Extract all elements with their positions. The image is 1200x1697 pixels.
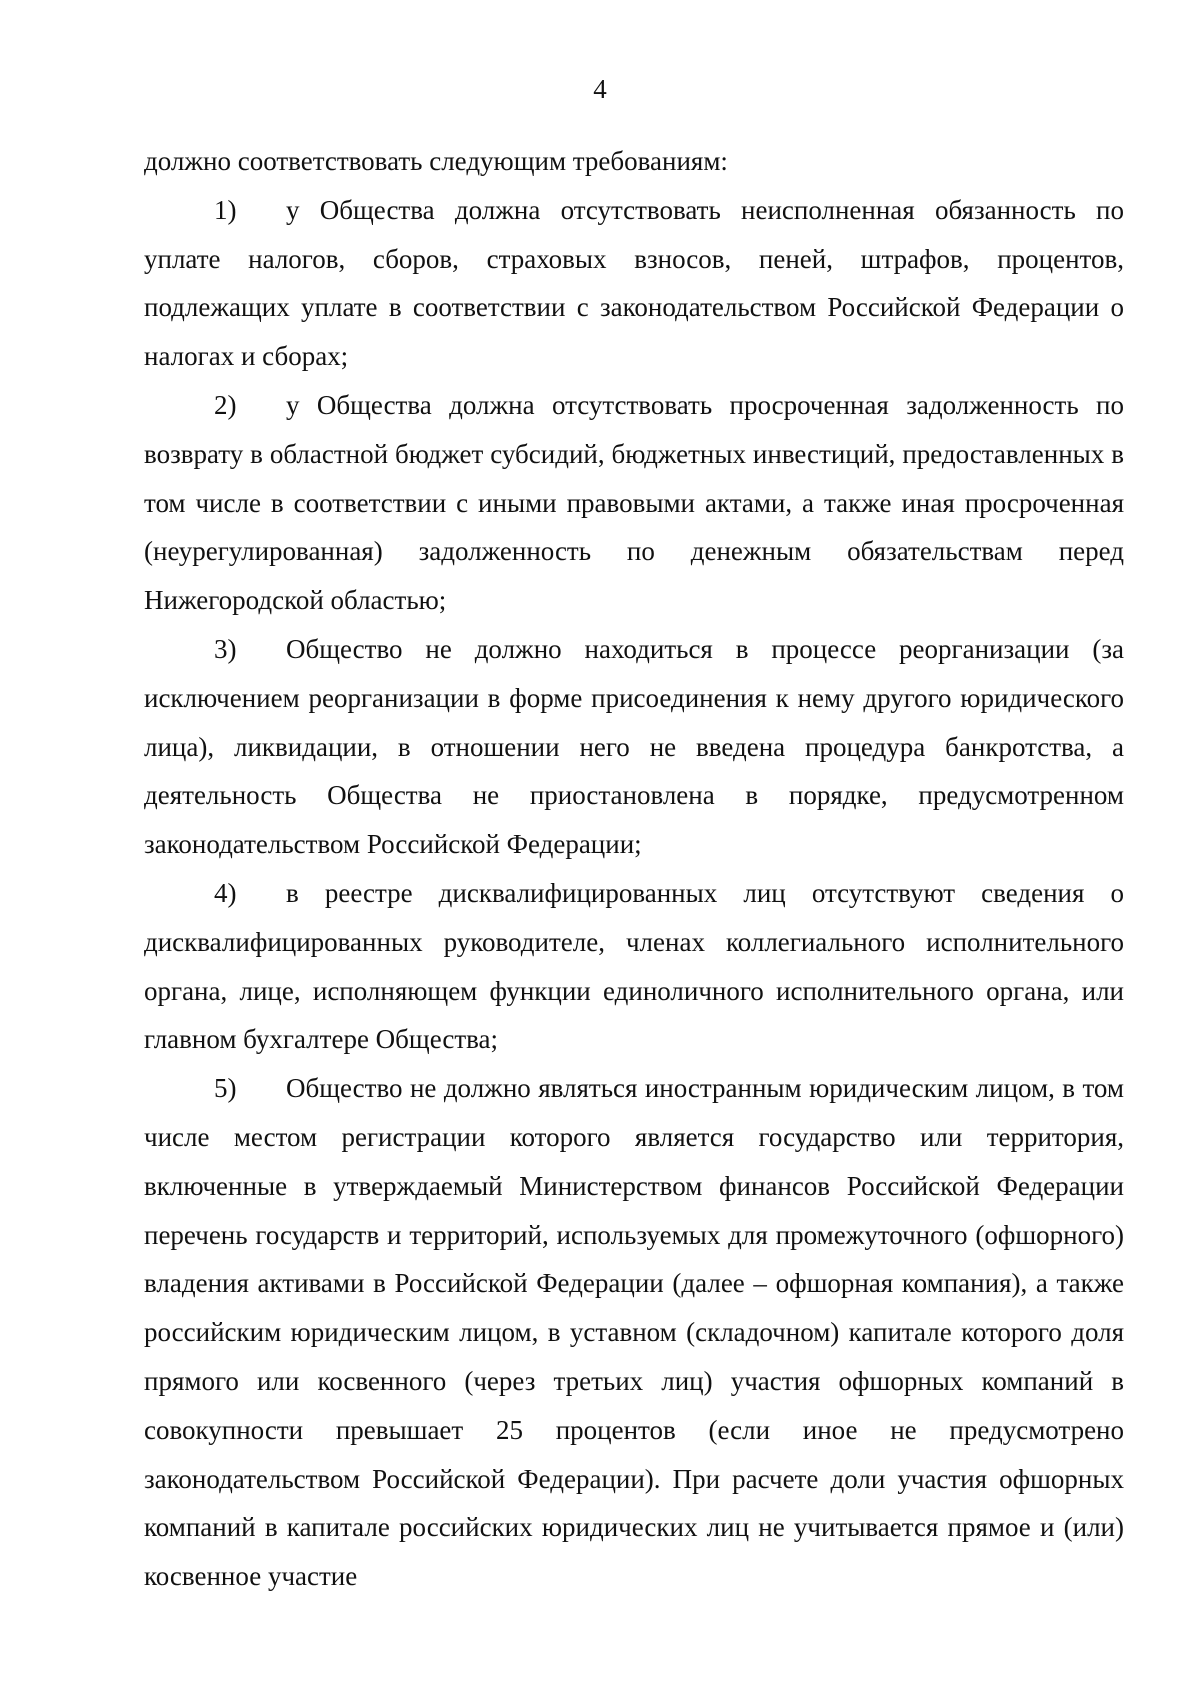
item-text: Общество не должно находиться в процессе реорганизации (за исключением реорганизации в форме присоединения к нему другого юридического лица), ликвидации, в отношении него не введена процедура банкротства, а деятельность Общества не приостановлена в порядке, предусмотренном законодательством Российской Федерации; bbox=[144, 633, 1124, 860]
item-text: у Общества должна отсутствовать неисполненная обязанность по уплате налогов, сборов, страховых взносов, пеней, штрафов, процентов, подлежащих уплате в соответствии с законодательством Российской Федерации о налогах и сборах; bbox=[144, 194, 1124, 372]
item-text: у Общества должна отсутствовать просроченная задолженность по возврату в областной бюджет субсидий, бюджетных инвестиций, предоставленных в том числе в соответствии с иными правовыми актами, а также иная просроченная (неурегулированная) задолженность по денежным обязательствам перед Нижегородской областью; bbox=[144, 389, 1124, 616]
item-number: 4) bbox=[214, 877, 237, 908]
item-number: 2) bbox=[214, 389, 237, 420]
requirement-item-1 bbox=[144, 186, 1124, 381]
intro-paragraph: должно соответствовать следующим требованиям: bbox=[144, 146, 728, 176]
requirement-item-3 bbox=[144, 625, 1124, 869]
item-text: Общество не должно являться иностранным юридическим лицом, в том числе местом регистрации которого является государство или территория, включенные в утверждаемый Министерством финансов Российской Федерации перечень государств и территорий, используемых для промежуточного (офшорного) владения активами в Российской Федерации (далее – офшорная компания), а также российским юридическим лицом, в уставном (складочном) капитале которого доля прямого или косвенного (через третьих лиц) участия офшорных компаний в совокупности превышает 25 процентов (если иное не предусмотрено законодательством Российской Федерации). При расчете доли участия офшорных компаний в капитале российских юридических лиц не учитывается прямое и (или) косвенное участие bbox=[144, 1073, 1124, 1592]
page-number: 4 bbox=[593, 74, 607, 104]
requirement-item-2 bbox=[144, 381, 1124, 625]
item-number: 5) bbox=[214, 1073, 237, 1104]
document-body bbox=[144, 137, 1124, 1601]
item-text: в реестре дисквалифицированных лиц отсутствуют сведения о дисквалифицированных руководителе, членах коллегиального исполнительного органа, лице, исполняющем функции единоличного исполнительного органа, или главном бухгалтере Общества; bbox=[144, 877, 1124, 1055]
item-number: 1) bbox=[214, 194, 237, 225]
requirement-item-5 bbox=[144, 1064, 1124, 1601]
requirement-item-4 bbox=[144, 869, 1124, 1064]
item-number: 3) bbox=[214, 633, 237, 664]
